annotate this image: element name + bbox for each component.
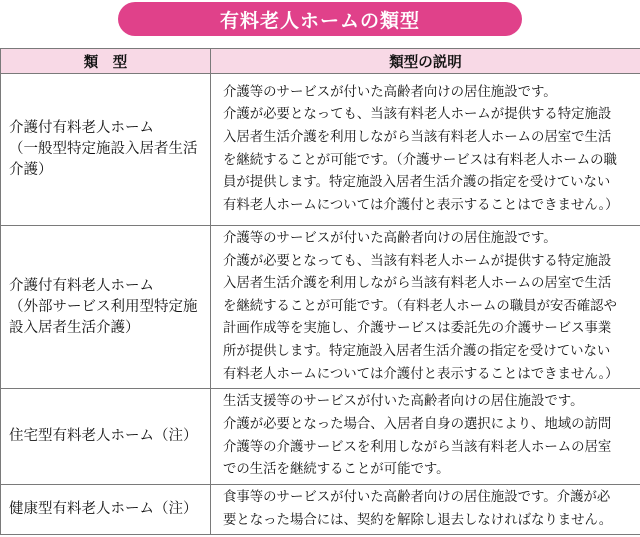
- type-cell: [1, 226, 211, 389]
- description-line: を継続することが可能です。（有料老人ホームの職員が安否確認や: [223, 298, 617, 314]
- type-cell: [1, 389, 211, 485]
- description-line: 介護等の介護サービスを利用しながら当該有料老人ホームの居室: [223, 439, 612, 455]
- page-title: 有料老人ホームの類型: [219, 9, 420, 32]
- description-cell: [211, 485, 640, 535]
- description-cell: [211, 389, 640, 485]
- type-cell: [1, 74, 211, 226]
- description-line: 介護が必要となった場合、入居者自身の選択により、地域の訪問: [223, 417, 612, 433]
- type-line: 介護付有料老人ホーム: [9, 277, 154, 294]
- table-row: [1, 485, 640, 535]
- title-banner: [118, 2, 522, 36]
- table-row: [1, 226, 640, 389]
- description-line: 員が提供します。特定施設入居者生活介護の指定を受けていない: [223, 175, 611, 191]
- table-header-row: [1, 49, 640, 74]
- type-line: 設入居者生活介護）: [9, 319, 140, 336]
- type-cell: [1, 485, 211, 535]
- description-line: 食事等のサービスが付いた高齢者向けの居住施設です。介護が必: [223, 490, 611, 506]
- description-line: 所が提供します。特定施設入居者生活介護の指定を受けていない: [223, 343, 611, 359]
- table-row: [1, 389, 640, 485]
- column-header-description: 類型の説明: [211, 49, 640, 74]
- description-line: 有料老人ホームについては介護付と表示することはできません。）: [223, 197, 619, 213]
- table-row: [1, 74, 640, 226]
- description-line: 介護が必要となっても、当該有料老人ホームが提供する特定施設: [223, 107, 612, 123]
- description-line: での生活を継続することが可能です。: [223, 462, 450, 478]
- description-line: 入居者生活介護を利用しながら当該有料老人ホームの居室で生活: [223, 276, 612, 292]
- description-line: 介護等のサービスが付いた高齢者向けの居住施設です。: [223, 231, 557, 246]
- type-line: （外部サービス利用型特定施: [9, 298, 198, 315]
- description-cell: [211, 74, 640, 226]
- description-line: を継続することが可能です。（介護サービスは有料老人ホームの職: [223, 152, 617, 168]
- description-line: 有料老人ホームについては介護付と表示することはできません。）: [223, 366, 619, 382]
- description-cell: [211, 226, 640, 389]
- description-line: 介護等のサービスが付いた高齢者向けの居住施設です。: [223, 84, 557, 100]
- type-line: 介護付有料老人ホーム: [9, 120, 154, 136]
- type-line: 介護）: [9, 162, 53, 178]
- description-line: 生活支援等のサービスが付いた高齢者向けの居住施設です。: [223, 394, 584, 410]
- description-line: 計画作成等を実施し、介護サービスは委託先の介護サービス事業: [223, 321, 612, 337]
- description-line: 要となった場合には、契約を解除し退去しなければなりません。: [223, 512, 613, 528]
- type-table: [0, 48, 640, 535]
- type-line: 住宅型有料老人ホーム（注）: [9, 428, 198, 445]
- description-line: 入居者生活介護を利用しながら当該有料老人ホームの居室で生活: [223, 129, 612, 145]
- type-line: （一般型特定施設入居者生活: [9, 141, 198, 157]
- type-line: 健康型有料老人ホーム（注）: [9, 501, 198, 518]
- column-header-type: 類 型: [1, 49, 211, 74]
- description-line: 介護が必要となっても、当該有料老人ホームが提供する特定施設: [223, 253, 612, 269]
